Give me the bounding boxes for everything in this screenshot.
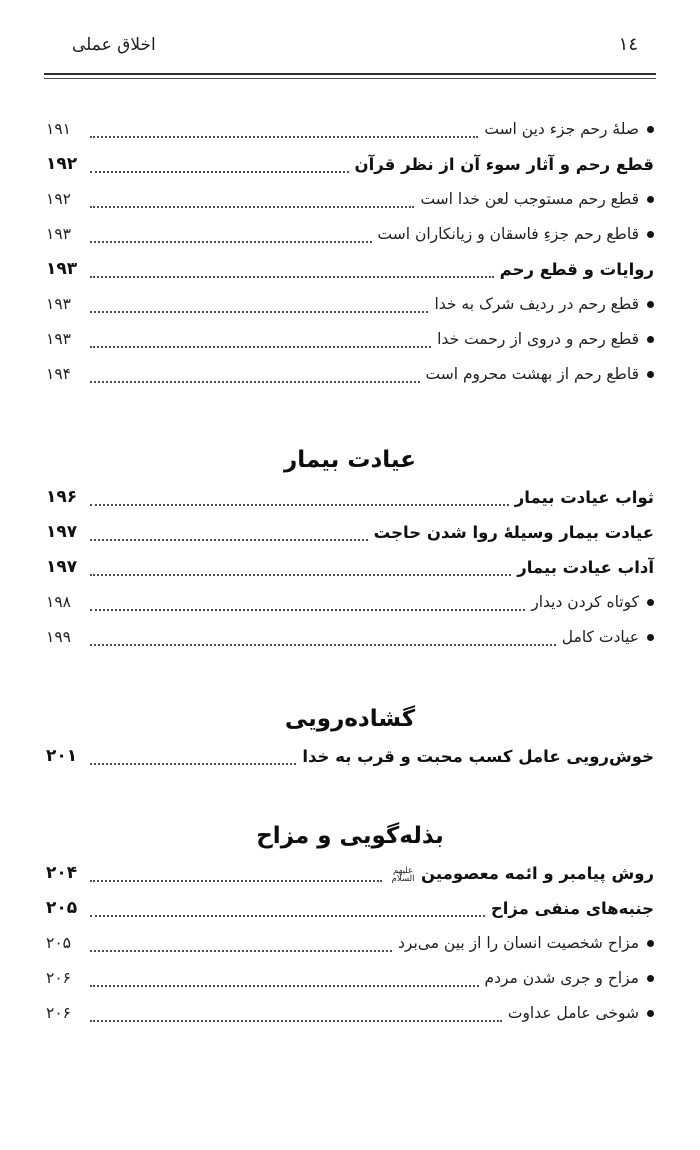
bullet-icon <box>647 301 654 308</box>
section-heading: گشاده‌رویی <box>284 706 416 732</box>
toc-entry-title: شوخی عامل عداوت <box>507 1004 639 1022</box>
toc-entry-title: قطع رحم مستوجب لعن خدا است <box>420 190 639 208</box>
dotted-leader <box>90 276 494 278</box>
page-number: ١٤ <box>618 34 638 55</box>
toc-entry-page: ۱۹۳ <box>46 295 71 313</box>
toc-entry <box>46 217 654 252</box>
toc-entry-page: ۱۹۷ <box>46 557 78 577</box>
toc-entry-title: آداب عیادت بیمار <box>517 558 654 577</box>
dotted-leader <box>90 346 431 348</box>
toc-entry-page: ۱۹۶ <box>46 487 78 507</box>
toc-entry-page: ۲۰۵ <box>46 898 78 918</box>
bullet-icon <box>647 196 654 203</box>
bullet-icon <box>647 231 654 238</box>
toc-entry <box>46 585 654 620</box>
toc-entry-title: قاطع رحم جزءِ فاسقان و زیانکاران است <box>377 225 639 243</box>
toc-entry-page: ۱۹۲ <box>46 190 71 208</box>
dotted-leader <box>90 574 511 576</box>
honorific-calligraphy: علیهم السلام <box>391 865 415 884</box>
toc-entry <box>46 926 654 961</box>
toc-entry-page: ۱۹۹ <box>46 628 71 646</box>
toc-entry-page: ۱۹۷ <box>46 522 78 542</box>
bullet-icon <box>647 371 654 378</box>
dotted-leader <box>90 504 509 506</box>
dotted-leader <box>90 950 392 952</box>
toc-entry-title: خوش‌رویی عامل کسب محبت و قرب به خدا <box>302 747 654 766</box>
dotted-leader <box>90 985 479 987</box>
toc-entry <box>46 996 654 1031</box>
toc-entry-title: مزاح و جری شدن مردم <box>484 969 639 987</box>
toc-entry-page: ۲۰۶ <box>46 969 71 987</box>
running-title: اخلاق عملی <box>72 35 156 55</box>
dotted-leader <box>90 644 556 646</box>
toc-entry-page: ۱۹۳ <box>46 330 71 348</box>
table-of-contents <box>46 112 654 1031</box>
section-heading: بذله‌گویی و مزاح <box>256 823 444 849</box>
toc-entry <box>46 550 654 585</box>
dotted-leader <box>90 241 372 243</box>
bullet-icon <box>647 940 654 947</box>
toc-entry <box>46 739 654 774</box>
bullet-icon <box>647 975 654 982</box>
dotted-leader <box>90 311 428 313</box>
dotted-leader <box>90 1020 502 1022</box>
toc-entry <box>46 112 654 147</box>
toc-entry <box>46 620 654 655</box>
dotted-leader <box>90 763 296 765</box>
toc-entry <box>46 147 654 182</box>
toc-entry-title: ثواب عیادت بیمار <box>514 488 654 507</box>
toc-entry <box>46 252 654 287</box>
toc-entry-title: روایات و قطع رحم <box>499 260 654 279</box>
bullet-icon <box>647 1010 654 1017</box>
toc-entry-title: کوتاه کردن دیدار <box>531 593 639 611</box>
toc-entry-page: ۱۹۴ <box>46 365 71 383</box>
dotted-leader <box>90 171 349 173</box>
toc-entry-title <box>388 856 654 891</box>
toc-entry-page: ۱۹۱ <box>46 120 71 138</box>
toc-entry <box>46 287 654 322</box>
toc-entry-page: ۱۹۲ <box>46 154 78 174</box>
toc-entry-page: ۲۰۴ <box>46 863 78 883</box>
toc-entry <box>46 322 654 357</box>
toc-entry-title: قطع رحم در ردیف شرک به خدا <box>434 295 639 313</box>
toc-entry <box>46 961 654 996</box>
bullet-icon <box>647 634 654 641</box>
header-rule <box>44 73 656 79</box>
toc-entry-page: ۱۹۳ <box>46 225 71 243</box>
toc-entry-title: قطع رحم و آثار سوء آن از نظر قرآن <box>354 155 654 174</box>
page-header <box>46 34 654 56</box>
dotted-leader <box>90 609 525 611</box>
toc-entry-page: ۱۹۸ <box>46 593 71 611</box>
toc-entry-title: عیادت بیمار وسیلهٔ روا شدن حاجت <box>373 523 654 542</box>
toc-entry-title: جنبه‌های منفی مزاح <box>490 899 654 918</box>
dotted-leader <box>90 880 382 882</box>
toc-entry-title-text: روش پیامبر و ائمه معصومین <box>421 864 654 883</box>
toc-entry-page: ۲۰۱ <box>46 746 78 766</box>
toc-entry-page: ۱۹۳ <box>46 259 78 279</box>
bullet-icon <box>647 599 654 606</box>
bullet-icon <box>647 336 654 343</box>
toc-entry <box>46 891 654 926</box>
dotted-leader <box>90 915 485 917</box>
toc-entry-title: صلهٔ رحم جزء دین است <box>484 120 639 138</box>
dotted-leader <box>90 136 478 138</box>
toc-entry <box>46 182 654 217</box>
toc-entry <box>46 357 654 392</box>
section-heading: عیادت بیمار <box>284 447 416 473</box>
toc-entry-page: ۲۰۶ <box>46 1004 71 1022</box>
toc-entry-title: قاطع رحم از بهشت محروم است <box>425 365 639 383</box>
bullet-icon <box>647 126 654 133</box>
dotted-leader <box>90 539 368 541</box>
toc-entry <box>46 480 654 515</box>
toc-entry <box>46 856 654 891</box>
dotted-leader <box>90 381 420 383</box>
toc-entry <box>46 515 654 550</box>
toc-entry-page: ۲۰۵ <box>46 934 71 952</box>
toc-entry-title: مزاح شخصیت انسان را از بین می‌برد <box>398 934 639 952</box>
toc-entry-title: عیادت کامل <box>561 628 639 646</box>
toc-entry-title: قطع رحم و دروی از رحمت خدا <box>437 330 639 348</box>
dotted-leader <box>90 206 414 208</box>
